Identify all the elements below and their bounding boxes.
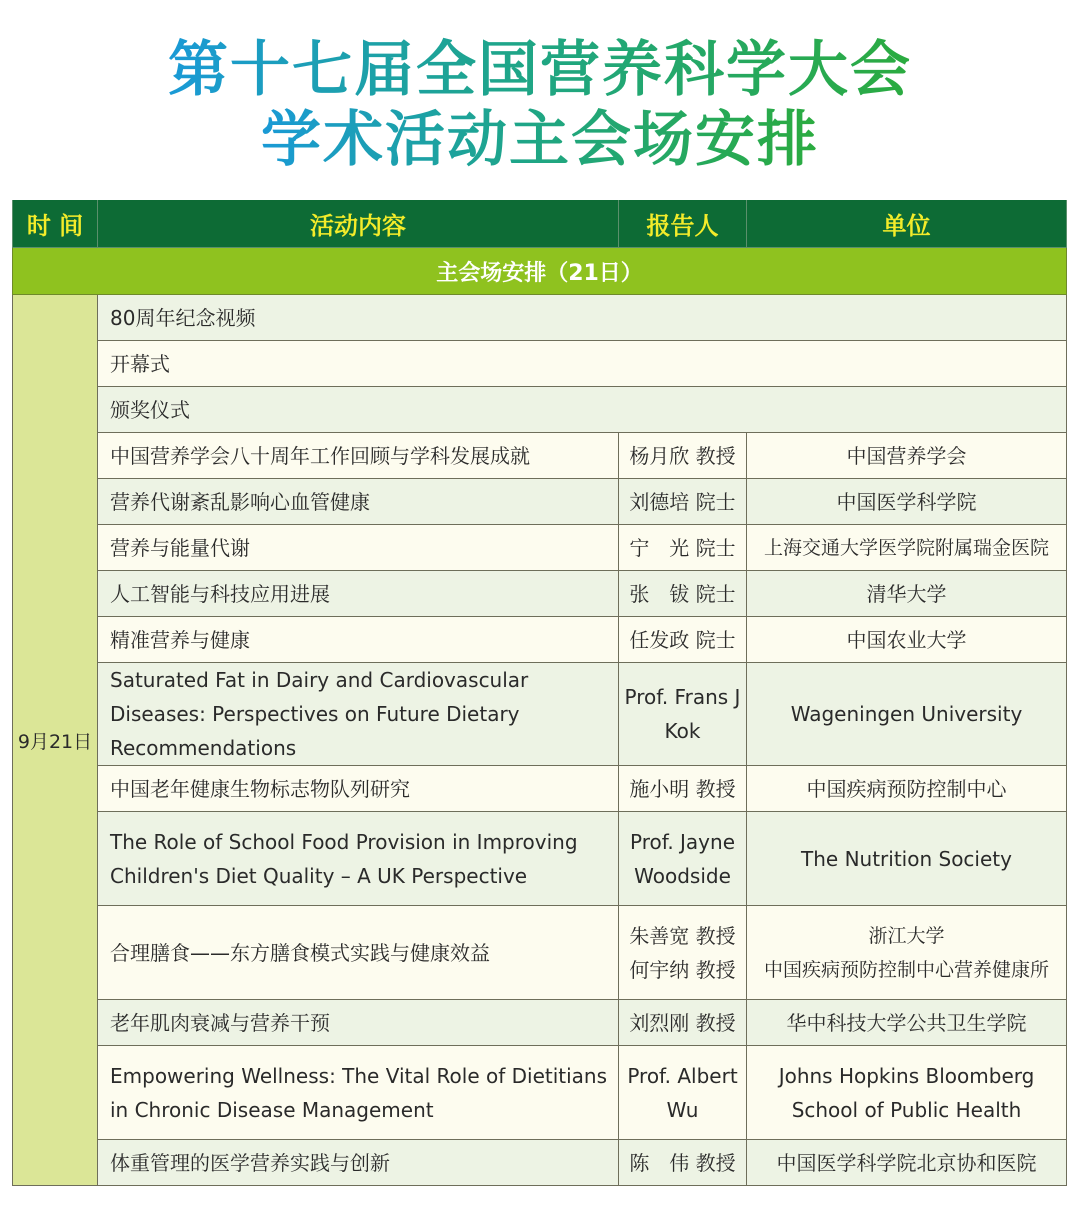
unit-name: 中国疾病预防控制中心营养健康所: [763, 958, 1049, 981]
speaker-cell: Prof. Frans J Kok: [619, 663, 747, 766]
unit-cell: 华中科技大学公共卫生学院: [747, 1000, 1067, 1046]
table-row: [13, 571, 1067, 617]
unit-cell: 中国医学科学院: [747, 479, 1067, 525]
speaker-name: 朱善宽 教授: [629, 923, 736, 948]
topic-cell: 人工智能与科技应用进展: [98, 571, 619, 617]
topic-cell: 营养与能量代谢: [98, 525, 619, 571]
unit-cell: 中国营养学会: [747, 433, 1067, 479]
speaker-cell: 杨月欣 教授: [619, 433, 747, 479]
header-unit: 单位: [747, 200, 1067, 248]
unit-cell: Johns Hopkins Bloomberg School of Public Health: [747, 1046, 1067, 1140]
section-title: 主会场安排（21日）: [13, 248, 1067, 295]
table-row: [13, 1046, 1067, 1140]
table-row: [13, 663, 1067, 766]
unit-cell: 中国医学科学院北京协和医院: [747, 1140, 1067, 1186]
header-speaker: 报告人: [619, 200, 747, 248]
topic-cell: 合理膳食——东方膳食模式实践与健康效益: [98, 906, 619, 1000]
table-row: [13, 766, 1067, 812]
speaker-cell: 张 钹 院士: [619, 571, 747, 617]
topic-cell: 精准营养与健康: [98, 617, 619, 663]
speaker-cell: Prof. Jayne Woodside: [619, 812, 747, 906]
table-row: [13, 812, 1067, 906]
table-row: [13, 617, 1067, 663]
table-row: [13, 525, 1067, 571]
topic-cell: 营养代谢紊乱影响心血管健康: [98, 479, 619, 525]
speaker-name: 何宇纳 教授: [629, 957, 736, 982]
speaker-cell: 陈 伟 教授: [619, 1140, 747, 1186]
unit-cell: 中国农业大学: [747, 617, 1067, 663]
topic-cell: The Role of School Food Provision in Improving Children's Diet Quality – A UK Perspective: [98, 812, 619, 906]
page-title-line1: 第十七届全国营养科学大会: [168, 35, 912, 105]
speaker-cell: 任发政 院士: [619, 617, 747, 663]
unit-cell: 上海交通大学医学院附属瑞金医院: [747, 525, 1067, 571]
table-row: [13, 433, 1067, 479]
table-row: [13, 479, 1067, 525]
table-row: [13, 295, 1067, 341]
header-content: 活动内容: [98, 200, 619, 248]
date-cell: 9月21日: [13, 295, 98, 1186]
speaker-cell: 施小明 教授: [619, 766, 747, 812]
topic-cell: 老年肌肉衰减与营养干预: [98, 1000, 619, 1046]
topic-cell: Saturated Fat in Dairy and Cardiovascular Diseases: Perspectives on Future Dietary Recommendations: [98, 663, 619, 766]
speaker-cell: 刘德培 院士: [619, 479, 747, 525]
speaker-cell: [619, 906, 747, 1000]
unit-cell: [747, 906, 1067, 1000]
table-row: [13, 387, 1067, 433]
table-row: [13, 1000, 1067, 1046]
speaker-cell: 宁 光 院士: [619, 525, 747, 571]
topic-cell: 80周年纪念视频: [98, 295, 1067, 341]
topic-cell: 中国营养学会八十周年工作回顾与学科发展成就: [98, 433, 619, 479]
topic-cell: 体重管理的医学营养实践与创新: [98, 1140, 619, 1186]
speaker-cell: 刘烈刚 教授: [619, 1000, 747, 1046]
topic-cell: 开幕式: [98, 341, 1067, 387]
table-row: [13, 1140, 1067, 1186]
table-row: [13, 906, 1067, 1000]
table-header-row: [13, 200, 1067, 248]
unit-cell: 清华大学: [747, 571, 1067, 617]
header-time: 时 间: [13, 200, 98, 248]
schedule-table: [12, 200, 1067, 1186]
page-title-line2: 学术活动主会场安排: [261, 105, 819, 175]
section-row: [13, 248, 1067, 295]
unit-name: 浙江大学: [868, 924, 945, 947]
unit-cell: 中国疾病预防控制中心: [747, 766, 1067, 812]
topic-cell: Empowering Wellness: The Vital Role of Dietitians in Chronic Disease Management: [98, 1046, 619, 1140]
topic-cell: 颁奖仪式: [98, 387, 1067, 433]
speaker-cell: Prof. Albert Wu: [619, 1046, 747, 1140]
unit-cell: Wageningen University: [747, 663, 1067, 766]
table-row: [13, 341, 1067, 387]
topic-cell: 中国老年健康生物标志物队列研究: [98, 766, 619, 812]
unit-cell: The Nutrition Society: [747, 812, 1067, 906]
